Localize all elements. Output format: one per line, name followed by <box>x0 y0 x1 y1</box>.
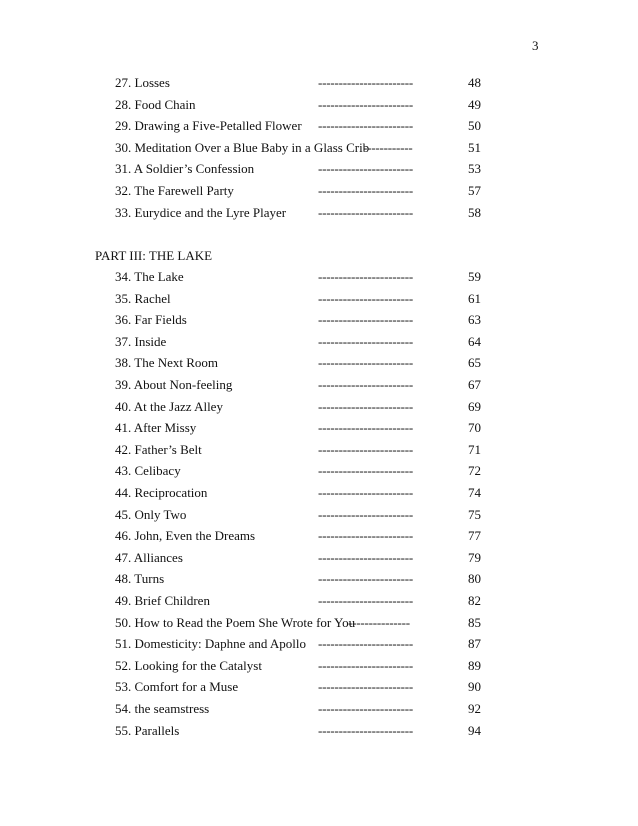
toc-entry <box>0 334 638 356</box>
toc-entry-title: 27. Losses <box>115 75 170 90</box>
toc-entry-title: 50. How to Read the Poem She Wrote for You <box>115 614 356 630</box>
toc-entry <box>0 161 638 183</box>
toc-entry <box>0 291 638 313</box>
toc-entry-page: 74 <box>468 485 481 500</box>
toc-entry-title: 40. At the Jazz Alley <box>115 398 223 414</box>
toc-entry-page: 80 <box>468 571 481 587</box>
toc-entry-leader: ------------ <box>363 139 413 155</box>
toc-entry-title: 54. the seamstress <box>115 701 210 716</box>
toc-entry-leader: ----------------------- <box>318 722 413 738</box>
toc-entry-leader: ----------------------- <box>318 204 413 220</box>
toc-entry <box>0 463 638 485</box>
toc-entry-leader: ----------------------- <box>318 333 413 349</box>
toc-entry <box>0 75 638 97</box>
toc-entry-title: 30. Meditation Over a Blue Baby in a Glass Crib <box>115 139 370 155</box>
toc-entry <box>0 377 638 399</box>
toc-entry-title: 41. After Missy <box>115 420 197 436</box>
toc-entry-title: 43. Celibacy <box>115 463 181 479</box>
toc-entry-leader: ----------------------- <box>318 701 413 716</box>
toc-entry-leader: ----------------------- <box>318 485 413 500</box>
toc-entry <box>0 723 638 745</box>
toc-entry <box>0 615 638 637</box>
toc-entry <box>0 636 638 658</box>
toc-entry-page: 79 <box>468 549 481 565</box>
toc-entry-page: 77 <box>468 528 481 544</box>
toc-entry-leader: ----------------------- <box>318 377 413 392</box>
toc-entry-leader: ----------------------- <box>318 549 413 565</box>
toc-entry-leader: ----------------------- <box>318 636 413 652</box>
toc-entry-page: 71 <box>468 441 481 457</box>
toc-entry <box>0 571 638 593</box>
toc-entry-title: 32. The Farewell Party <box>115 183 234 198</box>
toc-entry <box>0 312 638 334</box>
toc-entry-page: 94 <box>468 722 481 738</box>
toc-entry <box>0 507 638 529</box>
toc-entry-title: 49. Brief Children <box>115 593 210 608</box>
toc-entry-page: 58 <box>468 204 481 220</box>
toc-entry-leader: ----------------------- <box>318 118 413 134</box>
toc-entry-page: 59 <box>468 269 481 284</box>
toc-entry-title: 31. A Soldier’s Confession <box>115 161 255 177</box>
toc-entry-leader: ----------------------- <box>318 183 413 198</box>
toc-entry-title: 37. Inside <box>115 333 167 349</box>
page-number: 3 <box>532 38 539 53</box>
toc-entry-title: 42. Father’s Belt <box>115 441 202 457</box>
toc-entry-leader: --------------- <box>348 614 410 630</box>
toc-entry-page: 75 <box>468 506 481 522</box>
toc-entry-page: 70 <box>468 420 481 436</box>
toc-entry-title: 39. About Non-feeling <box>115 377 233 392</box>
toc-entry <box>0 593 638 615</box>
toc-entry-leader: ----------------------- <box>318 420 413 436</box>
toc-entry <box>0 485 638 507</box>
toc-entry-page: 63 <box>468 312 481 328</box>
toc-entry <box>0 701 638 723</box>
toc-entry-page: 61 <box>468 290 481 306</box>
toc-entry-page: 67 <box>468 377 481 392</box>
toc-entry <box>0 140 638 162</box>
toc-entry-leader: ----------------------- <box>318 657 413 673</box>
toc-entry-title: 48. Turns <box>115 571 165 587</box>
toc-entry-page: 92 <box>468 701 481 716</box>
toc-entry <box>0 355 638 377</box>
toc-entry-title: 51. Domesticity: Daphne and Apollo <box>115 636 307 652</box>
toc-entry-leader: ----------------------- <box>318 161 413 177</box>
toc-entry-title: 52. Looking for the Catalyst <box>115 657 262 673</box>
toc-entry-leader: ----------------------- <box>318 75 413 90</box>
toc-entry-page: 51 <box>468 139 481 155</box>
toc-entry-leader: ----------------------- <box>318 441 413 457</box>
toc-entry-leader: ----------------------- <box>318 571 413 587</box>
toc-entry-title: 29. Drawing a Five-Petalled Flower <box>115 118 302 134</box>
toc-entry-title: 47. Alliances <box>115 549 183 565</box>
toc-entry-title: 44. Reciprocation <box>115 485 208 500</box>
toc-entry-leader: ----------------------- <box>318 398 413 414</box>
toc-entry-leader: ----------------------- <box>318 312 413 328</box>
toc-entry <box>0 183 638 205</box>
toc-entry-title: 35. Rachel <box>115 290 171 306</box>
toc-entry <box>0 97 638 119</box>
toc-entry-page: 64 <box>468 333 481 349</box>
toc-entry <box>0 118 638 140</box>
toc-entry <box>0 205 638 227</box>
toc-entry-page: 65 <box>468 355 481 371</box>
toc-entry <box>0 420 638 442</box>
toc-entry-page: 85 <box>468 614 481 630</box>
toc-entry-page: 50 <box>468 118 481 134</box>
toc-entry-page: 89 <box>468 657 481 673</box>
toc-entry-page: 53 <box>468 161 481 177</box>
toc-entry-leader: ----------------------- <box>318 269 413 284</box>
toc-entry-page: 82 <box>468 593 481 608</box>
toc-entry-leader: ----------------------- <box>318 679 413 695</box>
toc-entry <box>0 550 638 572</box>
toc-entry <box>0 679 638 701</box>
toc-entry-page: 87 <box>468 636 481 652</box>
toc-entry-title: 28. Food Chain <box>115 96 196 112</box>
toc-entry-title: 38. The Next Room <box>115 355 219 371</box>
toc-entry <box>0 269 638 291</box>
toc-entry-title: 55. Parallels <box>115 722 180 738</box>
toc-entry-leader: ----------------------- <box>318 506 413 522</box>
toc-entry-title: 45. Only Two <box>115 506 187 522</box>
toc-entry-title: 46. John, Even the Dreams <box>115 528 256 544</box>
toc-entry-title: 36. Far Fields <box>115 312 187 328</box>
toc-entry <box>0 658 638 680</box>
toc-entry-page: 69 <box>468 398 481 414</box>
section-heading-part-three: PART III: THE LAKE <box>95 248 213 263</box>
toc-entry-page: 90 <box>468 679 481 695</box>
toc-entry-leader: ----------------------- <box>318 290 413 306</box>
toc-entry <box>0 442 638 464</box>
toc-entry-page: 49 <box>468 96 481 112</box>
toc-entry-title: 53. Comfort for a Muse <box>115 679 239 695</box>
toc-entry-leader: ----------------------- <box>318 593 413 608</box>
toc-entry-page: 57 <box>468 183 481 198</box>
toc-entry <box>0 528 638 550</box>
toc-entry-title: 34. The Lake <box>115 269 184 284</box>
toc-entry-leader: ----------------------- <box>318 355 413 371</box>
toc-entry-title: 33. Eurydice and the Lyre Player <box>115 204 287 220</box>
toc-entry-leader: ----------------------- <box>318 463 413 479</box>
toc-entry <box>0 399 638 421</box>
toc-entry-page: 72 <box>468 463 481 479</box>
toc-entry-page: 48 <box>468 75 481 90</box>
toc-entry-leader: ----------------------- <box>318 96 413 112</box>
toc-entry-leader: ----------------------- <box>318 528 413 544</box>
